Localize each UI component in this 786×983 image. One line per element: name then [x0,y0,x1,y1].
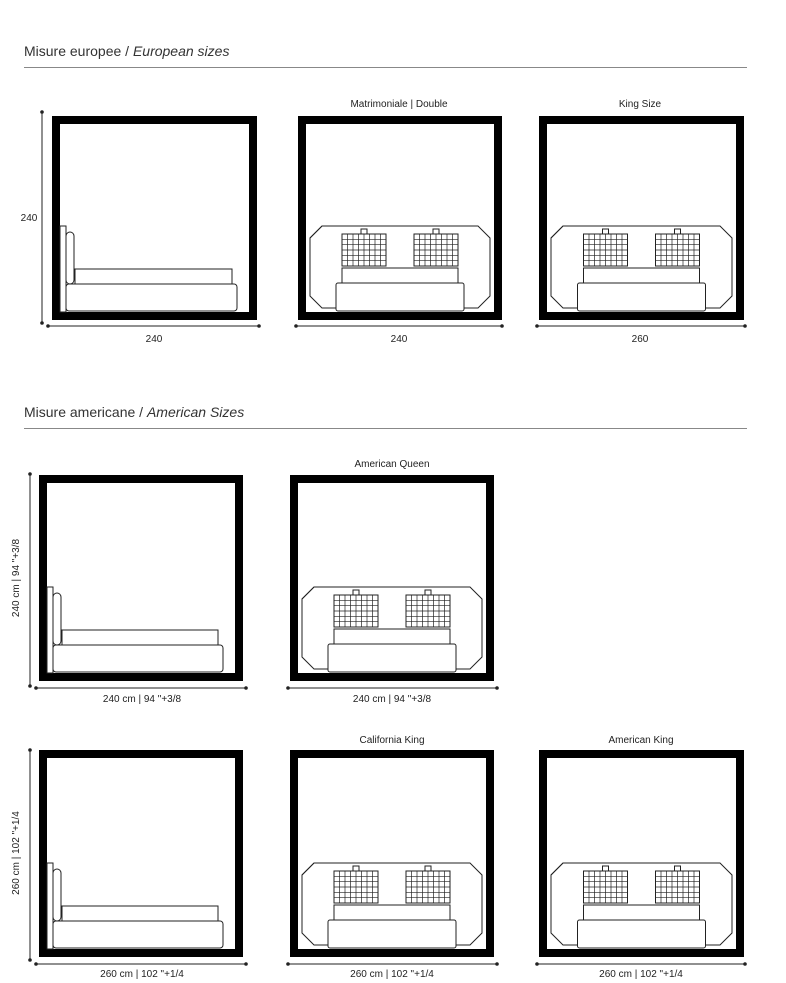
eu-king-width-dim-end-a [535,324,539,328]
us-king-side-width-dim-end-b [244,962,248,966]
us-queen-side-mattress [62,630,218,645]
us-king-side-height-dim-end-b [28,958,32,962]
us-queen-side-headboard-back [47,587,53,673]
eu-side-width-label: 240 [145,334,163,345]
us-queen-title: American Queen [354,459,430,470]
european-title-italic: European sizes [132,43,230,59]
us-queen-side-width-label: 240 cm | 94 "+3/8 [102,694,182,705]
eu-double-width-dim-end-a [294,324,298,328]
eu-side-width-dim-end-b [257,324,261,328]
eu-double-mattress [342,268,458,284]
us-american-king-width-dim-end-a [535,962,539,966]
us-king-side-mattress [62,906,218,921]
us-king-side-height-dim-end-a [28,748,32,752]
us-american-king-width-label: 260 cm | 102 "+1/4 [599,969,683,980]
european-title-normal: Misure europee / [24,43,133,59]
us-queen-left-grid-clip [353,590,359,595]
us-queen-panel [286,479,499,690]
eu-side-headboard-cushion [66,232,74,284]
us-queen-side-height-dim-end-a [28,472,32,476]
us-king-side-bed-base [53,921,223,948]
us-california-title: California King [359,735,425,746]
us-queen-mattress [334,629,450,645]
eu-side-height-dim-end-a [40,110,44,114]
eu-double-bed-base [336,283,464,311]
us-queen-side-height-dim-end-b [28,684,32,688]
us-king-side-panel [28,748,248,966]
eu-double-width-label: 240 [390,334,408,345]
us-california-left-grid-clip [353,866,359,871]
us-california-panel [286,754,499,966]
eu-side-mattress [75,269,232,284]
eu-king-width-label: 260 [631,334,649,345]
us-american-king-title: American King [608,735,674,746]
eu-king-bed-base [578,283,706,311]
eu-double-width-dim-end-b [500,324,504,328]
us-queen-side-bed-base [53,645,223,672]
eu-double-panel [294,120,504,328]
eu-side-bed-base [66,284,237,311]
eu-king-mattress [584,268,700,284]
us-king-side-width-label: 260 cm | 102 "+1/4 [100,969,184,980]
us-queen-side-height-label: 240 cm | 94 "+3/8 [11,538,22,618]
eu-double-title: Matrimoniale | Double [350,99,448,110]
eu-king-left-grid-clip [603,229,609,234]
us-king-side-height-label: 260 cm | 102 "+1/4 [11,811,22,895]
eu-side-headboard-back [60,226,66,312]
us-american-king-width-dim-end-b [743,962,747,966]
us-queen-width-label: 240 cm | 94 "+3/8 [352,694,432,705]
eu-king-title: King Size [618,99,662,110]
eu-double-right-grid-clip [433,229,439,234]
eu-side-panel [40,110,261,328]
american-title-normal: Misure americane / [24,404,147,420]
eu-double-left-grid-clip [361,229,367,234]
us-american-king-panel [535,754,747,966]
american-title-italic: American Sizes [146,404,245,420]
eu-side-height-dim-end-b [40,321,44,325]
us-queen-side-headboard-cushion [53,593,61,645]
us-california-width-dim-end-b [495,962,499,966]
us-american-king-bed-base [578,920,706,948]
us-american-king-mattress [584,905,700,921]
us-california-mattress [334,905,450,921]
us-american-king-right-grid-clip [675,866,681,871]
eu-king-width-dim-end-b [743,324,747,328]
eu-king-panel [535,120,747,328]
us-queen-bed-base [328,644,456,672]
us-queen-side-width-dim-end-b [244,686,248,690]
us-queen-right-grid-clip [425,590,431,595]
us-king-side-headboard-back [47,863,53,949]
eu-side-height-label: 240 [20,213,38,224]
us-queen-width-dim-end-a [286,686,290,690]
us-queen-side-width-dim-end-a [34,686,38,690]
us-california-right-grid-clip [425,866,431,871]
us-queen-side-panel [28,472,248,690]
us-queen-width-dim-end-b [495,686,499,690]
us-california-bed-base [328,920,456,948]
us-king-side-width-dim-end-a [34,962,38,966]
us-king-side-headboard-cushion [53,869,61,921]
us-american-king-left-grid-clip [603,866,609,871]
us-california-width-dim-end-a [286,962,290,966]
eu-king-right-grid-clip [675,229,681,234]
eu-side-width-dim-end-a [46,324,50,328]
us-california-width-label: 260 cm | 102 "+1/4 [350,969,434,980]
